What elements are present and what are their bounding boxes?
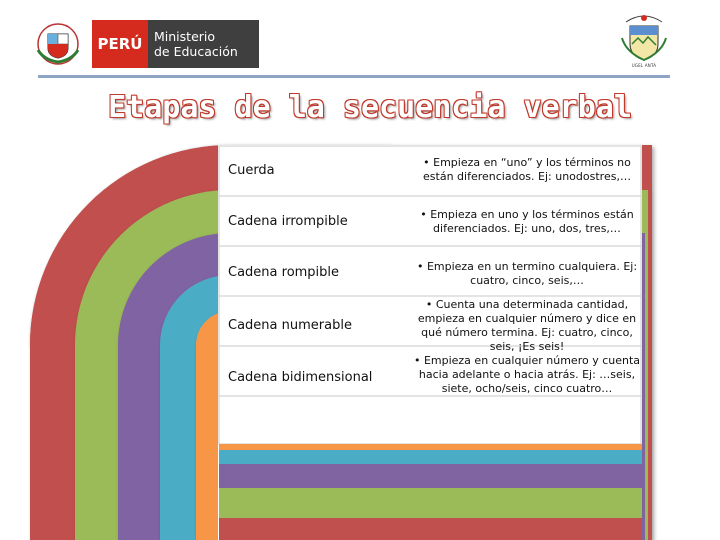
lower-band-purple xyxy=(219,464,642,488)
stage-label-cadena-rompible: Cadena rompible xyxy=(228,265,340,280)
lower-band-red xyxy=(219,518,642,540)
emblem-caption: UGEL ANTA xyxy=(631,63,657,68)
page-title: Etapas de la secuencia verbal xyxy=(108,90,632,125)
peru-label: PERÚ xyxy=(92,20,148,68)
ministry-line-1: Ministerio xyxy=(154,29,216,44)
stage-description-cadena-rompible: • Empieza en un termino cualquiera. Ej: cuatro, cinco, seis,… xyxy=(416,260,638,287)
stage-description-cadena-irrompible: • Empieza en uno y los términos están diferenciados. Ej: uno, dos, tres,… xyxy=(420,208,634,235)
lower-band-green xyxy=(219,488,642,518)
lower-band-blue xyxy=(219,450,642,464)
stage-description-cuerda: • Empieza en “uno” y los términos no están diferenciados. Ej: unodostres,… xyxy=(423,156,631,183)
stage-description-cadena-bidimensional: • Empieza en cualquier número y cuenta hacia adelante o hacia atrás. Ej: …seis, siete, ocho/seis, cinco cuatro… xyxy=(413,354,641,395)
stage-label-cuerda: Cuerda xyxy=(228,163,275,178)
stage-label-cadena-numerable: Cadena numerable xyxy=(228,318,352,333)
stage-description-cadena-numerable: • Cuenta una determinada cantidad, empieza en cualquier número y dice en qué número termina. Ej: cuatro, cinco, seis, ¡Es seis! xyxy=(417,298,637,353)
ministry-line-2: de Educación xyxy=(154,44,238,59)
stage-label-cadena-irrompible: Cadena irrompible xyxy=(228,214,348,229)
lower-band-orange xyxy=(219,444,642,450)
stage-label-cadena-bidimensional: Cadena bidimensional xyxy=(228,370,373,385)
